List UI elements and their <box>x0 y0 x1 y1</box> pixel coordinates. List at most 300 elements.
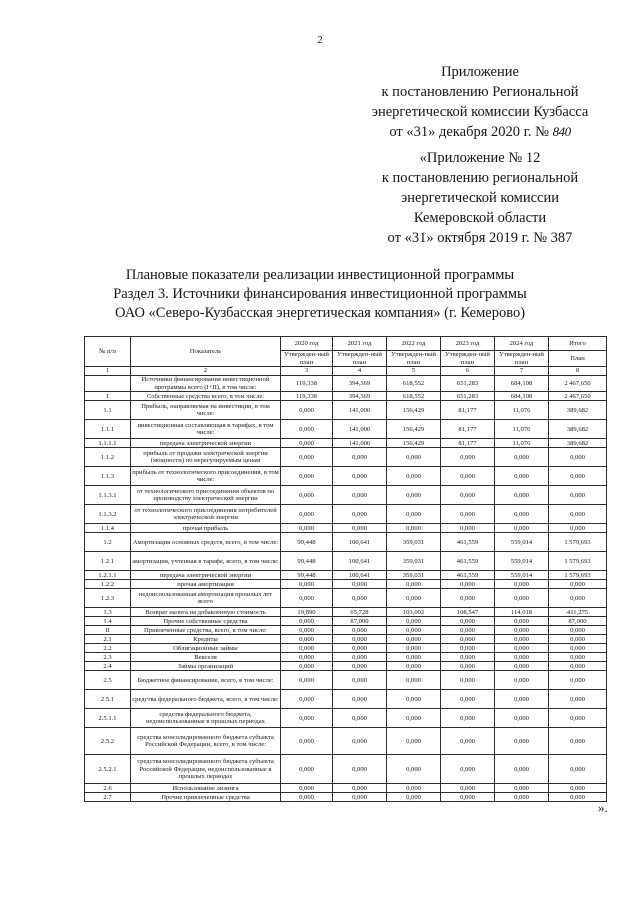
row-value: 394,369 <box>333 376 387 392</box>
row-value: 0,000 <box>441 784 495 793</box>
row-value: 0,000 <box>495 690 549 709</box>
row-value: 0,000 <box>495 626 549 635</box>
row-number: 2.5.1 <box>85 690 131 709</box>
financing-table-container <box>84 336 606 802</box>
row-value: 0,000 <box>281 662 333 671</box>
row-value: 559,014 <box>495 552 549 571</box>
row-value: 0,000 <box>281 448 333 467</box>
table-row <box>85 662 607 671</box>
table-row <box>85 784 607 793</box>
row-value: 0,000 <box>333 589 387 608</box>
row-indicator: Амортизация основных средств, всего, в том числе: <box>131 533 281 552</box>
table-row <box>85 439 607 448</box>
table-row <box>85 709 607 728</box>
table-row <box>85 755 607 784</box>
table-header-row <box>85 337 607 351</box>
table-row <box>85 671 607 690</box>
row-value: 0,000 <box>549 524 607 533</box>
row-value: 0,000 <box>387 755 441 784</box>
header-plan: Утвержден-ный план <box>441 351 495 367</box>
table-row <box>85 505 607 524</box>
title-line: Раздел 3. Источники финансирования инвестиционной программы <box>113 286 527 302</box>
row-value: 0,000 <box>441 626 495 635</box>
row-value: 0,000 <box>387 793 441 802</box>
row-value: 0,000 <box>281 728 333 755</box>
row-value: 389,682 <box>549 401 607 420</box>
row-value: 0,000 <box>549 728 607 755</box>
row-value: 359,031 <box>387 552 441 571</box>
row-value: 0,000 <box>281 439 333 448</box>
title-line: ОАО «Северо-Кузбасская энергетическая компания» (г. Кемерово) <box>114 305 526 321</box>
row-indicator: средства консолидированного бюджета субъекта Российской Федерации, всего, в том числе: <box>131 728 281 755</box>
row-value: 156,429 <box>387 420 441 439</box>
row-value: 0,000 <box>549 690 607 709</box>
table-row <box>85 524 607 533</box>
row-value: 81,177 <box>441 420 495 439</box>
table-row <box>85 571 607 580</box>
column-number: 7 <box>495 367 549 376</box>
row-value: 0,000 <box>333 671 387 690</box>
row-value: 651,283 <box>441 392 495 401</box>
row-value: 0,000 <box>387 653 441 662</box>
row-value: 0,000 <box>281 401 333 420</box>
row-value: 1 579,693 <box>549 571 607 580</box>
row-value: 0,000 <box>387 709 441 728</box>
row-value: 0,000 <box>333 467 387 486</box>
row-value: 0,000 <box>387 467 441 486</box>
row-value: 0,000 <box>441 793 495 802</box>
column-number: 6 <box>441 367 495 376</box>
column-number-row <box>85 367 607 376</box>
row-value: 0,000 <box>281 589 333 608</box>
row-indicator: инвестиционная составляющая в тарифах, в том числе: <box>131 420 281 439</box>
row-value: 0,000 <box>495 617 549 626</box>
row-indicator: амортизация, учтенная в тарифе, всего, в том числе: <box>131 552 281 571</box>
row-value: 0,000 <box>333 709 387 728</box>
appendix-title: Приложение <box>441 64 519 80</box>
row-value: 0,000 <box>549 467 607 486</box>
row-value: 81,177 <box>441 439 495 448</box>
row-value: 0,000 <box>281 755 333 784</box>
row-value: 0,000 <box>281 486 333 505</box>
row-value: 87,000 <box>333 617 387 626</box>
appendix-line: к постановлению региональной <box>381 170 579 186</box>
row-number: 1.1.3.1 <box>85 486 131 505</box>
row-value: 0,000 <box>333 662 387 671</box>
header-total-plan: План <box>549 351 607 367</box>
row-value: 99,448 <box>281 552 333 571</box>
row-value: 359,031 <box>387 533 441 552</box>
row-value: 0,000 <box>333 486 387 505</box>
row-value: 87,000 <box>549 617 607 626</box>
appendix-reference <box>360 62 600 142</box>
row-value: 0,000 <box>441 671 495 690</box>
row-value: 461,559 <box>441 571 495 580</box>
header-plan: Утвержден-ный план <box>333 351 387 367</box>
row-value: 394,369 <box>333 392 387 401</box>
table-row <box>85 486 607 505</box>
row-value: 0,000 <box>549 709 607 728</box>
row-indicator: Займы организаций <box>131 662 281 671</box>
row-value: 411,275 <box>549 608 607 617</box>
header-indicator: Показатель <box>131 337 281 367</box>
table-row <box>85 608 607 617</box>
row-value: 0,000 <box>549 505 607 524</box>
row-value: 0,000 <box>333 505 387 524</box>
row-value: 0,000 <box>441 580 495 589</box>
row-number: 2.2 <box>85 644 131 653</box>
row-indicator: прочая прибыль <box>131 524 281 533</box>
header-year: 2023 год <box>441 337 495 351</box>
row-value: 0,000 <box>281 671 333 690</box>
row-value: 119,338 <box>281 392 333 401</box>
closing-quote: ». <box>598 800 608 815</box>
row-value: 156,429 <box>387 439 441 448</box>
row-value: 618,552 <box>387 376 441 392</box>
row-value: 0,000 <box>333 690 387 709</box>
row-indicator: средства консолидированного бюджета субъекта Российской Федерации, недоиспользованные в прошлых периодах <box>131 755 281 784</box>
row-indicator: средства федерального бюджета, недоиспользованные в прошлых периодах <box>131 709 281 728</box>
row-value: 389,682 <box>549 439 607 448</box>
row-number: 1.1 <box>85 401 131 420</box>
row-value: 156,429 <box>387 401 441 420</box>
row-value: 0,000 <box>333 728 387 755</box>
row-value: 0,000 <box>495 644 549 653</box>
table-row <box>85 690 607 709</box>
column-number: 4 <box>333 367 387 376</box>
table-row <box>85 635 607 644</box>
row-value: 0,000 <box>387 671 441 690</box>
row-value: 0,000 <box>549 448 607 467</box>
row-value: 141,000 <box>333 420 387 439</box>
table-row <box>85 420 607 439</box>
row-value: 0,000 <box>549 626 607 635</box>
table-row <box>85 401 607 420</box>
column-number: 5 <box>387 367 441 376</box>
row-value: 0,000 <box>387 644 441 653</box>
row-value: 0,000 <box>387 486 441 505</box>
row-value: 0,000 <box>495 671 549 690</box>
row-value: 0,000 <box>387 524 441 533</box>
table-row <box>85 728 607 755</box>
row-value: 0,000 <box>495 505 549 524</box>
row-value: 0,000 <box>441 589 495 608</box>
row-value: 684,108 <box>495 392 549 401</box>
row-value: 0,000 <box>549 793 607 802</box>
row-value: 559,014 <box>495 571 549 580</box>
document-title <box>0 266 640 323</box>
row-value: 0,000 <box>549 671 607 690</box>
row-number: 2.5.2.1 <box>85 755 131 784</box>
row-value: 0,000 <box>495 653 549 662</box>
row-indicator: Собственные средства всего, в том числе: <box>131 392 281 401</box>
header-total: Итого <box>549 337 607 351</box>
row-indicator: недоиспользованная амортизация прошлых лет всего <box>131 589 281 608</box>
row-value: 0,000 <box>441 524 495 533</box>
row-value: 0,000 <box>441 644 495 653</box>
row-value: 0,000 <box>333 653 387 662</box>
table-row <box>85 552 607 571</box>
row-value: 0,000 <box>333 755 387 784</box>
row-number: 1.2.1 <box>85 552 131 571</box>
row-indicator: средства федерального бюджета, всего, в том числе: <box>131 690 281 709</box>
row-value: 618,552 <box>387 392 441 401</box>
row-value: 0,000 <box>333 644 387 653</box>
row-value: 0,000 <box>387 626 441 635</box>
handwritten-number: 840 <box>552 124 571 139</box>
row-number: 2.5.2 <box>85 728 131 755</box>
row-value: 99,448 <box>281 571 333 580</box>
row-indicator: передача электрической энергии <box>131 571 281 580</box>
row-indicator: от технологического присоединения потребителей электрической энергии <box>131 505 281 524</box>
appendix-line: энергетической комиссии <box>400 190 560 206</box>
header-year: 2022 год <box>387 337 441 351</box>
row-value: 0,000 <box>441 467 495 486</box>
row-value: 0,000 <box>549 755 607 784</box>
row-value: 0,000 <box>441 486 495 505</box>
row-value: 119,338 <box>281 376 333 392</box>
row-value: 0,000 <box>549 589 607 608</box>
row-value: 19,890 <box>281 608 333 617</box>
row-value: 0,000 <box>441 662 495 671</box>
row-value: 0,000 <box>549 486 607 505</box>
row-value: 461,559 <box>441 552 495 571</box>
row-value: 0,000 <box>387 662 441 671</box>
row-number: 1.3 <box>85 608 131 617</box>
row-value: 0,000 <box>387 635 441 644</box>
row-indicator: от технологического присоединения объектов по производству электрической энергии <box>131 486 281 505</box>
row-value: 0,000 <box>333 784 387 793</box>
row-number: 2.4 <box>85 662 131 671</box>
row-number: 1.1.4 <box>85 524 131 533</box>
row-value: 0,000 <box>387 784 441 793</box>
row-indicator: Возврат налога на добавленную стоимость <box>131 608 281 617</box>
row-value: 0,000 <box>495 662 549 671</box>
title-line: Плановые показатели реализации инвестиционной программы <box>125 267 515 283</box>
row-value: 0,000 <box>281 626 333 635</box>
row-value: 0,000 <box>549 653 607 662</box>
appendix-line: энергетической комиссии Кузбасса <box>371 104 589 120</box>
row-number: 1.4 <box>85 617 131 626</box>
row-value: 0,000 <box>495 467 549 486</box>
row-indicator: Прочие собственные средства <box>131 617 281 626</box>
row-value: 389,682 <box>549 420 607 439</box>
page-number: 2 <box>317 34 323 46</box>
row-number: 1.2.3 <box>85 589 131 608</box>
row-value: 0,000 <box>495 709 549 728</box>
row-value: 11,076 <box>495 420 549 439</box>
row-value: 1 579,693 <box>549 552 607 571</box>
row-value: 0,000 <box>441 448 495 467</box>
row-value: 0,000 <box>549 644 607 653</box>
row-value: 0,000 <box>387 589 441 608</box>
table-row <box>85 617 607 626</box>
row-value: 0,000 <box>495 755 549 784</box>
row-value: 0,000 <box>281 635 333 644</box>
row-indicator: Кредиты <box>131 635 281 644</box>
row-value: 0,000 <box>495 793 549 802</box>
table-row <box>85 448 607 467</box>
table-row <box>85 626 607 635</box>
row-value: 0,000 <box>333 524 387 533</box>
row-value: 0,000 <box>281 505 333 524</box>
row-value: 114,018 <box>495 608 549 617</box>
row-value: 0,000 <box>549 784 607 793</box>
row-value: 100,641 <box>333 552 387 571</box>
row-value: 11,076 <box>495 439 549 448</box>
row-value: 0,000 <box>281 580 333 589</box>
row-value: 651,283 <box>441 376 495 392</box>
row-value: 0,000 <box>495 524 549 533</box>
row-indicator: Облигационные займы <box>131 644 281 653</box>
row-value: 0,000 <box>281 784 333 793</box>
row-value: 0,000 <box>333 626 387 635</box>
row-value: 0,000 <box>387 728 441 755</box>
row-value: 0,000 <box>387 448 441 467</box>
table-row <box>85 644 607 653</box>
row-value: 1 579,693 <box>549 533 607 552</box>
table-row <box>85 467 607 486</box>
row-value: 141,000 <box>333 401 387 420</box>
appendix-date-line <box>360 122 600 142</box>
row-value: 0,000 <box>387 580 441 589</box>
header-year: 2020 год <box>281 337 333 351</box>
row-indicator: прибыль от технологического присоединения, в том числе: <box>131 467 281 486</box>
row-value: 0,000 <box>333 580 387 589</box>
table-row <box>85 653 607 662</box>
appendix-date: от «31» декабря 2020 г. № <box>389 124 550 140</box>
row-value: 0,000 <box>441 755 495 784</box>
header-year: 2024 год <box>495 337 549 351</box>
row-value: 0,000 <box>495 486 549 505</box>
row-value: 0,000 <box>495 635 549 644</box>
row-number: 1.2 <box>85 533 131 552</box>
row-value: 81,177 <box>441 401 495 420</box>
header-plan: Утвержден-ный план <box>495 351 549 367</box>
row-value: 0,000 <box>281 690 333 709</box>
header-number: № п/п <box>85 337 131 367</box>
appendix-line: Кемеровской области <box>413 210 547 226</box>
row-number: 2.7 <box>85 793 131 802</box>
table-row <box>85 392 607 401</box>
original-appendix-reference <box>360 148 600 248</box>
row-indicator: Использование лизинга <box>131 784 281 793</box>
row-number: 1.1.2 <box>85 448 131 467</box>
row-indicator: Прочие привлеченные средства <box>131 793 281 802</box>
row-number: 1.2.2 <box>85 580 131 589</box>
row-value: 0,000 <box>441 653 495 662</box>
row-value: 0,000 <box>387 690 441 709</box>
row-indicator: прибыль от продажи электрической энергии (мощности) по нерегулируемым ценам <box>131 448 281 467</box>
row-value: 0,000 <box>549 635 607 644</box>
row-value: 2 467,650 <box>549 392 607 401</box>
row-value: 65,728 <box>333 608 387 617</box>
row-number: 1.1.1.1 <box>85 439 131 448</box>
table-row <box>85 589 607 608</box>
row-value: 559,014 <box>495 533 549 552</box>
column-number: 1 <box>85 367 131 376</box>
row-value: 0,000 <box>495 448 549 467</box>
row-value: 0,000 <box>281 793 333 802</box>
row-value: 0,000 <box>387 617 441 626</box>
table-row <box>85 533 607 552</box>
row-value: 0,000 <box>333 793 387 802</box>
row-number: 2.1 <box>85 635 131 644</box>
row-value: 461,559 <box>441 533 495 552</box>
financing-table <box>84 336 607 802</box>
table-row <box>85 793 607 802</box>
row-number: 2.5.1.1 <box>85 709 131 728</box>
table-row <box>85 376 607 392</box>
row-value: 0,000 <box>441 690 495 709</box>
row-number <box>85 376 131 392</box>
appendix-date: от «31» октября 2019 г. № 387 <box>387 230 573 246</box>
row-value: 141,000 <box>333 439 387 448</box>
row-value: 99,448 <box>281 533 333 552</box>
table-body <box>85 337 607 802</box>
row-value: 0,000 <box>281 644 333 653</box>
row-value: 0,000 <box>495 784 549 793</box>
row-value: 0,000 <box>281 420 333 439</box>
row-number: 2.6 <box>85 784 131 793</box>
row-indicator: Векселя <box>131 653 281 662</box>
row-value: 0,000 <box>441 709 495 728</box>
header-year: 2021 год <box>333 337 387 351</box>
header-plan: Утвержден-ный план <box>281 351 333 367</box>
row-indicator: Прибыль, направляемая на инвестиции, в том числе: <box>131 401 281 420</box>
row-value: 0,000 <box>281 709 333 728</box>
row-value: 11,076 <box>495 401 549 420</box>
row-value: 0,000 <box>549 580 607 589</box>
row-value: 0,000 <box>495 728 549 755</box>
row-number: 1.2.1.1 <box>85 571 131 580</box>
column-number: 3 <box>281 367 333 376</box>
appendix-line: к постановлению Региональной <box>381 84 579 100</box>
row-value: 0,000 <box>281 653 333 662</box>
table-row <box>85 580 607 589</box>
row-number: 1.1.3.2 <box>85 505 131 524</box>
row-value: 0,000 <box>281 524 333 533</box>
row-number: 1.1.3 <box>85 467 131 486</box>
row-number: II <box>85 626 131 635</box>
row-value: 0,000 <box>441 617 495 626</box>
row-value: 359,031 <box>387 571 441 580</box>
row-number: 2.5 <box>85 671 131 690</box>
row-value: 684,108 <box>495 376 549 392</box>
row-value: 0,000 <box>441 635 495 644</box>
row-indicator: передача электрической энергии <box>131 439 281 448</box>
column-number: 8 <box>549 367 607 376</box>
row-value: 0,000 <box>495 580 549 589</box>
row-value: 0,000 <box>281 617 333 626</box>
row-value: 0,000 <box>387 505 441 524</box>
row-value: 0,000 <box>333 635 387 644</box>
row-value: 2 467,650 <box>549 376 607 392</box>
row-indicator: Привлеченные средства, всего, в том числе: <box>131 626 281 635</box>
row-value: 0,000 <box>549 662 607 671</box>
row-value: 0,000 <box>281 467 333 486</box>
header-plan: Утвержден-ный план <box>387 351 441 367</box>
column-number: 2 <box>131 367 281 376</box>
row-indicator: Бюджетное финансирование, всего, в том числе: <box>131 671 281 690</box>
row-value: 100,641 <box>333 571 387 580</box>
row-value: 0,000 <box>441 728 495 755</box>
row-number: 2.3 <box>85 653 131 662</box>
row-indicator: прочая амортизация <box>131 580 281 589</box>
row-value: 108,547 <box>441 608 495 617</box>
row-number: I <box>85 392 131 401</box>
row-indicator: Источники финансирования инвестиционной программы всего (I+II), в том числе: <box>131 376 281 392</box>
